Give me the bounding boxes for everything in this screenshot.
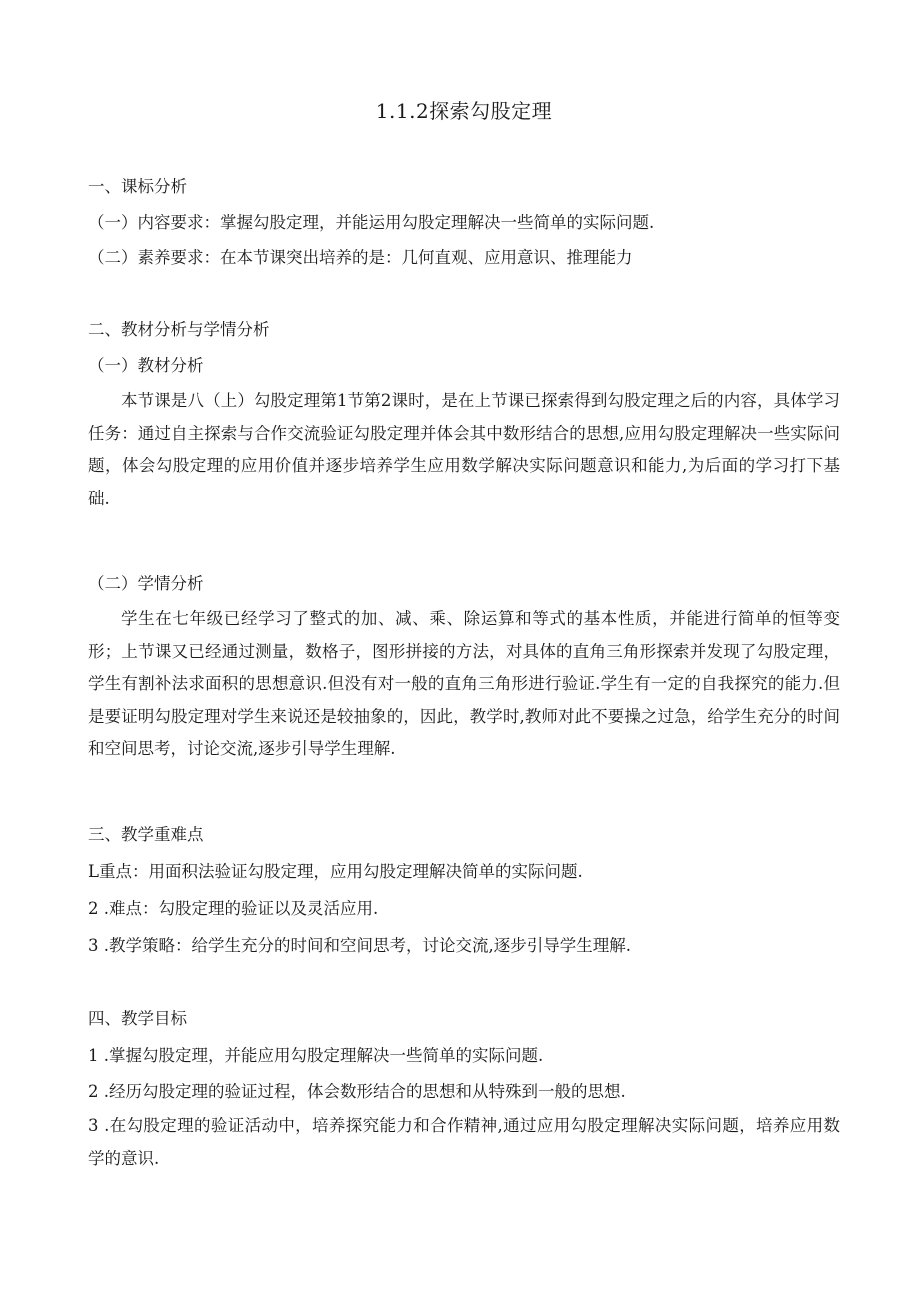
section-heading-key-points: 三、教学重难点 (88, 825, 204, 844)
objective-item-2: 2 .经历勾股定理的验证过程，体会数形结合的思想和从特殊到一般的思想. (88, 1082, 626, 1101)
section-heading-analysis: 二、教材分析与学情分析 (88, 320, 270, 339)
section-heading-objectives: 四、教学目标 (88, 1009, 187, 1028)
subheading-textbook-analysis: （一）教材分析 (88, 356, 204, 375)
section-heading-curriculum: 一、课标分析 (88, 177, 187, 196)
literacy-requirement: （二）素养要求：在本节课突出培养的是：几何直观、应用意识、推理能力 (88, 248, 633, 267)
subheading-student-analysis: （二）学情分析 (88, 574, 204, 593)
objective-item-3: 3 .在勾股定理的验证活动中，培养探究能力和合作精神,通过应用勾股定理解决实际问题，培养应用数学的意识. (88, 1116, 840, 1168)
content-requirement: （一）内容要求：掌握勾股定理，并能运用勾股定理解决一些简单的实际问题. (88, 213, 655, 232)
student-analysis-paragraph: 学生在七年级已经学习了整式的加、减、乘、除运算和等式的基本性质，并能进行简单的恒等变形；上节课又已经通过测量，数格子，图形拼接的方法，对具体的直角三角形探索并发现了勾股定理，学生有割补法求面积的思想意识.但没有对一般的直角三角形进行验证.学生有一定的自我探究的能力.但是要证明勾股定理对学生来说还是较抽象的，因此，教学时,教师对此不要操之过急，给学生充分的时间和空间思考，讨论交流,逐步引导学生理解. (88, 609, 840, 758)
difficulty-item: 2 .难点：勾股定理的验证以及灵活应用. (88, 899, 379, 918)
strategy-item: 3 .教学策略：给学生充分的时间和空间思考，讨论交流,逐步引导学生理解. (88, 936, 631, 955)
textbook-analysis-paragraph: 本节课是八（上）勾股定理第1节第2课时，是在上节课已探索得到勾股定理之后的内容，具体学习任务：通过自主探索与合作交流验证勾股定理并体会其中数形结合的思想,应用勾股定理解决一些实际问题，体会勾股定理的应用价值并逐步培养学生应用数学解决实际问题意识和能力,为后面的学习打下基础. (88, 391, 840, 508)
objective-item-1: 1 .掌握勾股定理，并能应用勾股定理解决一些简单的实际问题. (88, 1046, 544, 1065)
document-title: 1.1.2探索勾股定理 (375, 99, 553, 123)
key-point-item: L重点：用面积法验证勾股定理，应用勾股定理解决简单的实际问题. (88, 862, 583, 881)
